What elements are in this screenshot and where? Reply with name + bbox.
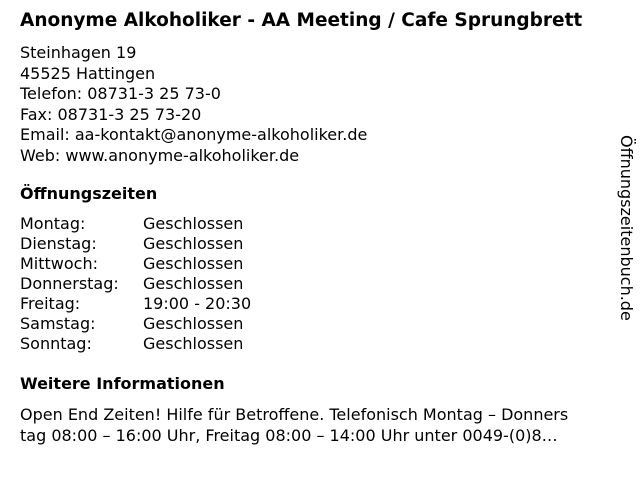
hours-time: Geschlossen [143,234,244,253]
hours-row [20,214,251,234]
hours-day: Mittwoch: [20,254,98,273]
side-watermark-label: Öffnungszeitenbuch.de [617,135,636,321]
info-line: Open End Zeiten! Hilfe für Betroffene. Telefonisch Montag – Donners [20,405,569,424]
address-phone: Telefon: 08731-3 25 73-0 [20,84,221,103]
info-line: tag 08:00 – 16:00 Uhr, Freitag 08:00 – 14:00 Uhr unter 0049-(0)8… [20,426,558,445]
hours-time: 19:00 - 20:30 [143,294,252,313]
page-title: Anonyme Alkoholiker - AA Meeting / Cafe Sprungbrett [20,10,583,31]
hours-day: Samstag: [20,314,96,333]
address-web: Web: www.anonyme-alkoholiker.de [20,145,300,165]
hours-row [20,334,251,354]
address-block [20,43,367,166]
hours-day: Sonntag: [20,334,92,353]
address-city: 45525 Hattingen [20,63,156,83]
hours-row [20,274,251,294]
hours-day: Dienstag: [20,234,97,253]
hours-time: Geschlossen [143,274,244,293]
hours-time: Geschlossen [143,314,244,333]
hours-time: Geschlossen [143,334,244,353]
hours-row [20,234,251,254]
hours-list [20,214,251,354]
info-heading: Weitere Informationen [20,374,225,393]
hours-time: Geschlossen [143,254,244,273]
hours-day: Donnerstag: [20,274,119,293]
address-fax: Fax: 08731-3 25 73-20 [20,104,202,124]
hours-row [20,254,251,274]
hours-row [20,314,251,334]
hours-day: Freitag: [20,294,81,313]
hours-day: Montag: [20,214,86,233]
address-street: Steinhagen 19 [20,43,137,62]
hours-time: Geschlossen [143,214,244,233]
hours-heading: Öffnungszeiten [20,184,158,203]
hours-row [20,294,251,314]
info-text [20,404,620,446]
address-email: Email: aa-kontakt@anonyme-alkoholiker.de [20,125,368,144]
